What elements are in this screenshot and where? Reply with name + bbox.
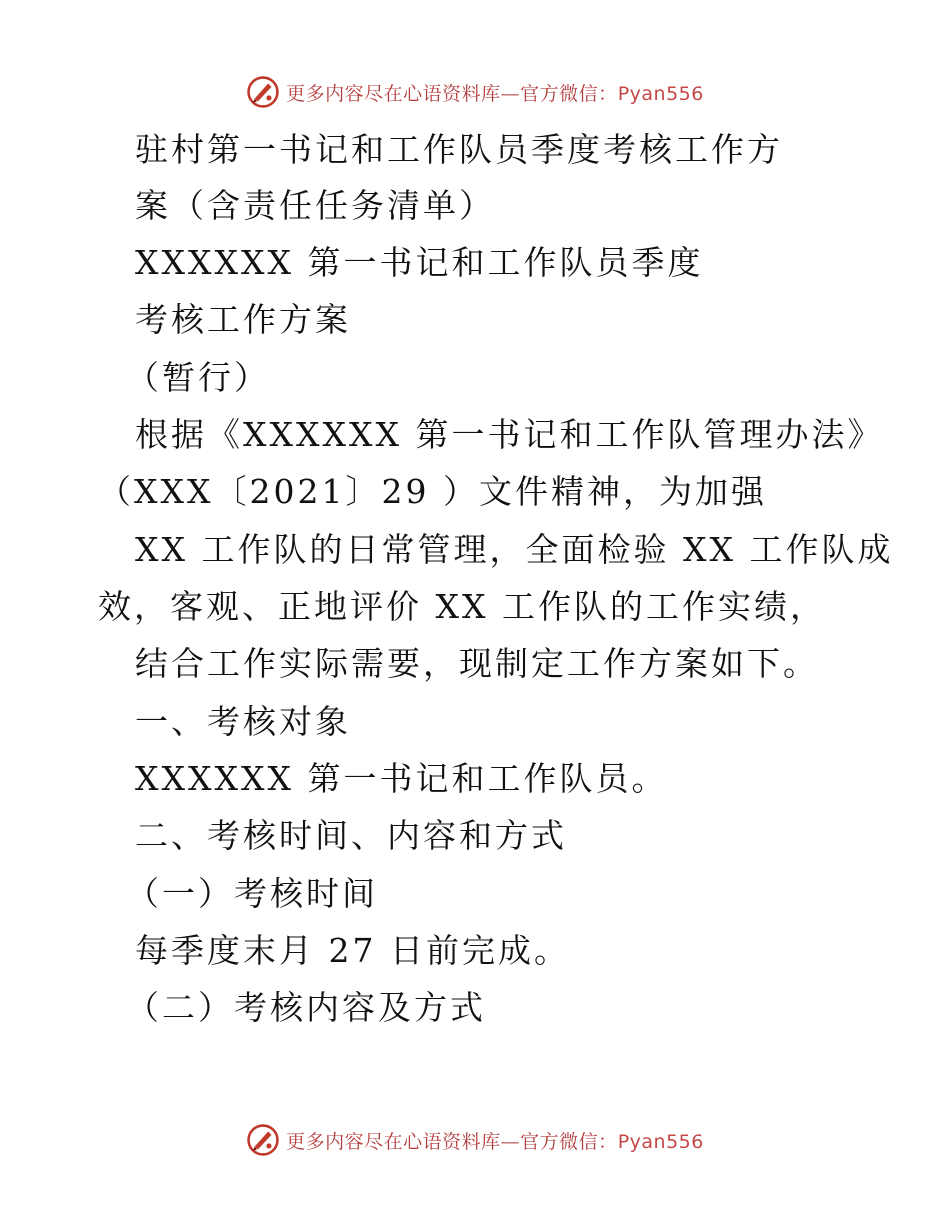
watermark-dash: — [500,82,521,105]
doc-paragraph-line: 效，客观、正地评价 XX 工作队的工作实绩， [98,587,826,626]
watermark-text [286,79,704,106]
doc-paragraph-line: 根据《XXXXXX 第一书记和工作队管理办法》 [135,415,884,454]
watermark-main: 更多内容尽在心语资料库 [286,82,501,105]
watermark-text [286,1127,704,1154]
section-heading: 一、考核对象 [135,702,351,741]
doc-title-line-2: 案（含责任任务清单） [135,186,495,225]
doc-subtitle-line-2: 考核工作方案 [135,300,351,339]
doc-subtitle-note: （暂行） [126,358,270,397]
watermark-wechat-id: Pyan556 [617,1130,704,1153]
doc-title-line-1: 驻村第一书记和工作队员季度考核工作方 [135,130,783,169]
watermark-wechat-id: Pyan556 [617,82,704,105]
watermark-content [246,75,704,109]
doc-paragraph-line: XX 工作队的日常管理，全面检验 XX 工作队成 [135,530,894,569]
doc-paragraph-line: XXXXXX 第一书记和工作队员。 [135,759,668,798]
header-watermark [0,72,950,112]
watermark-wechat-label: 官方微信： [520,82,618,105]
footer-watermark [0,1120,950,1160]
doc-paragraph-line: （XXX〔2021〕29 ）文件精神，为加强 [98,472,767,511]
doc-paragraph-line: 每季度末月 27 日前完成。 [135,931,570,970]
subsection-heading: （一）考核时间 [126,874,378,913]
pen-logo-icon [246,1123,280,1157]
doc-subtitle-line-1: XXXXXX 第一书记和工作队员季度 [135,243,704,282]
watermark-main: 更多内容尽在心语资料库 [286,1130,501,1153]
doc-paragraph-line: 结合工作实际需要，现制定工作方案如下。 [135,644,819,683]
watermark-wechat-label: 官方微信： [520,1130,618,1153]
pen-logo-icon [246,75,280,109]
subsection-heading: （二）考核内容及方式 [126,988,486,1027]
watermark-content [246,1123,704,1157]
section-heading: 二、考核时间、内容和方式 [135,816,567,855]
watermark-dash: — [500,1130,521,1153]
